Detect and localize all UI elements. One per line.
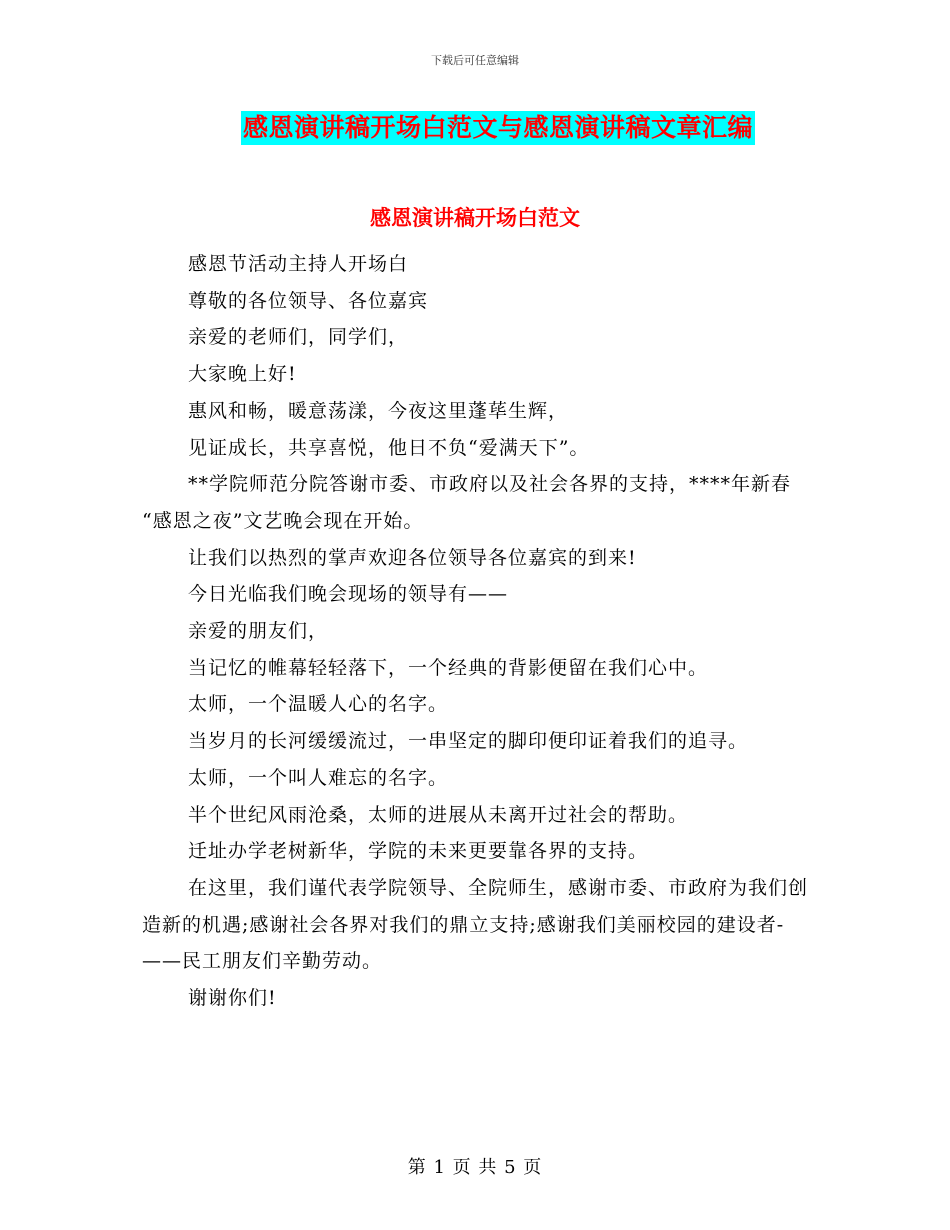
paragraph: 感恩节活动主持人开场白 — [188, 253, 409, 275]
paragraph: 让我们以热烈的掌声欢迎各位领导各位嘉宾的到来! — [188, 546, 637, 569]
paragraph: 当记忆的帷幕轻轻落下，一个经典的背影便留在我们心中。 — [188, 656, 709, 679]
paragraph: 太师，一个温暖人心的名字。 — [188, 693, 449, 716]
page-indicator: 第 1 页 共 5 页 — [407, 1157, 543, 1178]
paragraph: 半个世纪风雨沧桑，太师的进展从未离开过社会的帮助。 — [188, 803, 689, 826]
paragraph: **学院师范分院答谢市委、市政府以及社会各界的支持，****年新春 “感恩之夜”文艺晚会现在开始。 — [142, 473, 792, 532]
body-text — [142, 246, 810, 1017]
paragraph: 太师，一个叫人难忘的名字。 — [188, 766, 449, 789]
paragraph: 迁址办学老树新华，学院的未来更要靠各界的支持。 — [188, 840, 649, 863]
paragraph: 谢谢你们! — [188, 987, 277, 1010]
paragraph: 见证成长，共享喜悦，他日不负“爱满天下”。 — [188, 436, 590, 459]
paragraph: 亲爱的老师们，同学们， — [188, 326, 409, 349]
paragraph: 在这里，我们谨代表学院领导、全院师生，感谢市委、市政府为我们创造新的机遇;感谢社会各界对我们的鼎立支持;感谢我们美丽校园的建设者-——民工朋友们辛勤劳动。 — [142, 876, 809, 973]
main-title: 感恩演讲稿开场白范文与感恩演讲稿文章汇编 — [241, 111, 755, 145]
paragraph: 今日光临我们晚会现场的领导有—— — [188, 583, 509, 606]
paragraph: 大家晚上好! — [188, 363, 297, 386]
header-note: 下载后可任意编辑 — [431, 54, 519, 67]
paragraph: 尊敬的各位领导、各位嘉宾 — [188, 289, 429, 312]
section-title: 感恩演讲稿开场白范文 — [370, 206, 580, 230]
paragraph: 惠风和畅，暖意荡漾，今夜这里蓬荜生辉， — [188, 399, 569, 422]
paragraph: 当岁月的长河缓缓流过，一串坚定的脚印便印证着我们的追寻。 — [188, 730, 749, 753]
paragraph: 亲爱的朋友们， — [188, 620, 329, 643]
main-title-wrap — [0, 111, 950, 145]
